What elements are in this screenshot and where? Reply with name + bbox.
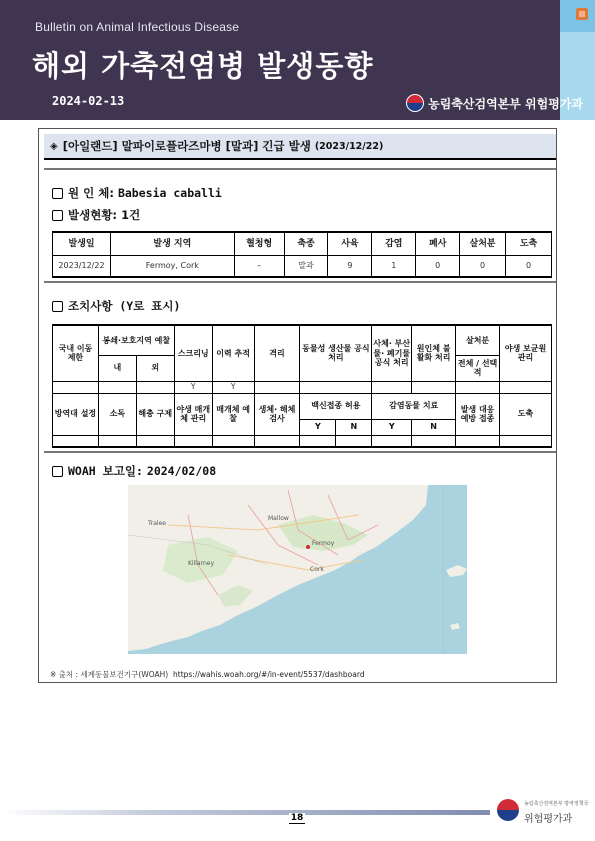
table-cell: 9 [328,255,372,277]
government-emblem-icon [497,799,519,821]
table-cell [456,381,500,393]
agency-name: 농림축산검역본부 위험평가과 [428,96,583,111]
map-place-label: Fermoy [312,540,335,547]
divider [44,281,556,283]
section-title: [아일랜드] 말파이로플라즈마병 [말과] 긴급 발생 [62,139,311,153]
table-cell [500,381,552,393]
header-cell: 백신접종 허용 [300,393,372,419]
header-cell: 야생 매개체 관리 [174,393,212,435]
header-cell: 국내 이동 제한 [53,325,99,381]
table-cell [336,435,372,447]
checkbox-bullet-icon [52,466,63,477]
table-cell [212,435,254,447]
divider [44,451,556,453]
checkbox-bullet-icon [52,210,63,221]
government-emblem-icon [406,94,424,112]
pathogen-row [52,185,222,201]
bulletin-subtitle: Bulletin on Animal Infectious Disease [35,20,240,34]
culling-all-label: 전체 [457,358,474,368]
outbreak-value: 1건 [121,208,141,222]
map-graphic [128,485,467,654]
table-cell: 말과 [284,255,328,277]
table-header-row [53,325,552,355]
header-cell: 도축 [506,232,552,255]
header-cell: 사체· 부산물· 폐기물 공식 처리 [372,325,412,381]
page-title: 해외 가축전염병 발생동향 [32,49,374,83]
header-cell: 내 [98,355,136,381]
measures-label: 조치사항 (Y로 표시) [68,299,181,313]
header-cell: 원인체 불활화 처리 [412,325,456,381]
header-cell: 발생일 [53,232,111,255]
table-cell [372,381,412,393]
header-cell: 폐사 [416,232,460,255]
woah-value: 2024/02/08 [146,464,217,478]
header-cell: 살처분 [460,232,506,255]
map-place-label: Mallow [268,515,289,522]
header-cell: 감염동물 치료 [372,393,456,419]
section-date: (2023/12/22) [314,140,384,152]
checkbox-bullet-icon [52,301,63,312]
table-cell: – [234,255,284,277]
header-cell: 생체· 해체 검사 [254,393,300,435]
table-cell: 0 [416,255,460,277]
measures-row [52,298,180,314]
header-cell: 해충 구제 [136,393,174,435]
header-cell: Y [372,419,412,435]
table-cell [372,435,412,447]
header-cell: 야생 보균원 관리 [500,325,552,381]
header-cell: N [336,419,372,435]
table-cell: 0 [506,255,552,277]
table-cell [254,435,300,447]
table-cell [174,435,212,447]
header-cell: 축종 [284,232,328,255]
map-place-label: Cork [310,566,324,573]
table-cell [412,435,456,447]
header-cell: 전체 / 선택적 [456,355,500,381]
report-date: 2024-02-13 [52,94,125,108]
agency-label [406,94,583,112]
divider [44,168,556,170]
outbreak-label: 발생현황: [68,208,118,222]
header-cell: 살처분 [456,325,500,355]
page-number: 18 [290,813,304,823]
table-cell [300,435,336,447]
woah-label: WOAH 보고일: [68,464,143,478]
header-cell: 이력 추적 [212,325,254,381]
table-header-row [53,232,552,255]
table-cell: 2023/12/22 [53,255,111,277]
table-cell: Y [212,381,254,393]
table-cell [53,381,99,393]
header-cell: Y [300,419,336,435]
header-cell: 도축 [500,393,552,435]
pathogen-value: Babesia caballi [117,186,222,200]
table-cell [300,381,372,393]
culling-selective-label: 선택적 [473,358,498,377]
header-cell: 발생 대응 예방 접종 [456,393,500,435]
checkbox-bullet-icon [52,188,63,199]
outbreak-row [52,207,140,223]
header-cell: 방역대 설정 [53,393,99,435]
table-cell: 0 [460,255,506,277]
source-link[interactable]: https://wahis.woah.org/#/in-event/5537/dashboard [173,670,365,679]
pathogen-label: 원 인 체: [68,186,114,200]
table-row [53,255,552,277]
header-cell: 동물성 생산물 공식 처리 [300,325,372,381]
table-cell: Y [174,381,212,393]
header-cell: 사육 [328,232,372,255]
measures-table [52,324,552,448]
footer-department: 위험평가과 [524,814,573,825]
map-place-label: Tralee [148,520,166,527]
table-cell [53,435,99,447]
table-row [53,381,552,393]
header-cell: 혈청형 [234,232,284,255]
header-cell: N [412,419,456,435]
header-cell: 스크리닝 [174,325,212,381]
table-cell [500,435,552,447]
section-heading [44,134,556,160]
table-cell [456,435,500,447]
header-cell: 감염 [372,232,416,255]
diamond-bullet-icon: ◈ [50,140,58,152]
table-cell: Fermoy, Cork [110,255,234,277]
header-cell: 격리 [254,325,300,381]
table-row [53,435,552,447]
table-cell [254,381,300,393]
map-place-label: Killarney [188,560,215,567]
footer-agency: 농림축산검역본부 방역정책국 [524,801,589,807]
header-cell: 발생 지역 [110,232,234,255]
table-cell [98,381,136,393]
table-cell [136,435,174,447]
source-note [50,669,365,680]
woah-row [52,463,216,479]
table-cell [98,435,136,447]
header-cell: 매개체 예찰 [212,393,254,435]
table-cell: 1 [372,255,416,277]
table-cell [136,381,174,393]
outbreak-table [52,231,552,278]
header-cell: 봉쇄·보호지역 예찰 [98,325,174,355]
table-header-row [53,393,552,419]
outbreak-map[interactable] [128,485,467,654]
table-cell [412,381,456,393]
source-prefix: ※ 출처 : 세계동물보건기구(WOAH) [50,670,169,679]
header-cell: 외 [136,355,174,381]
header-cell: 소독 [98,393,136,435]
footer-rule [0,810,490,815]
corner-square-icon [576,8,588,20]
